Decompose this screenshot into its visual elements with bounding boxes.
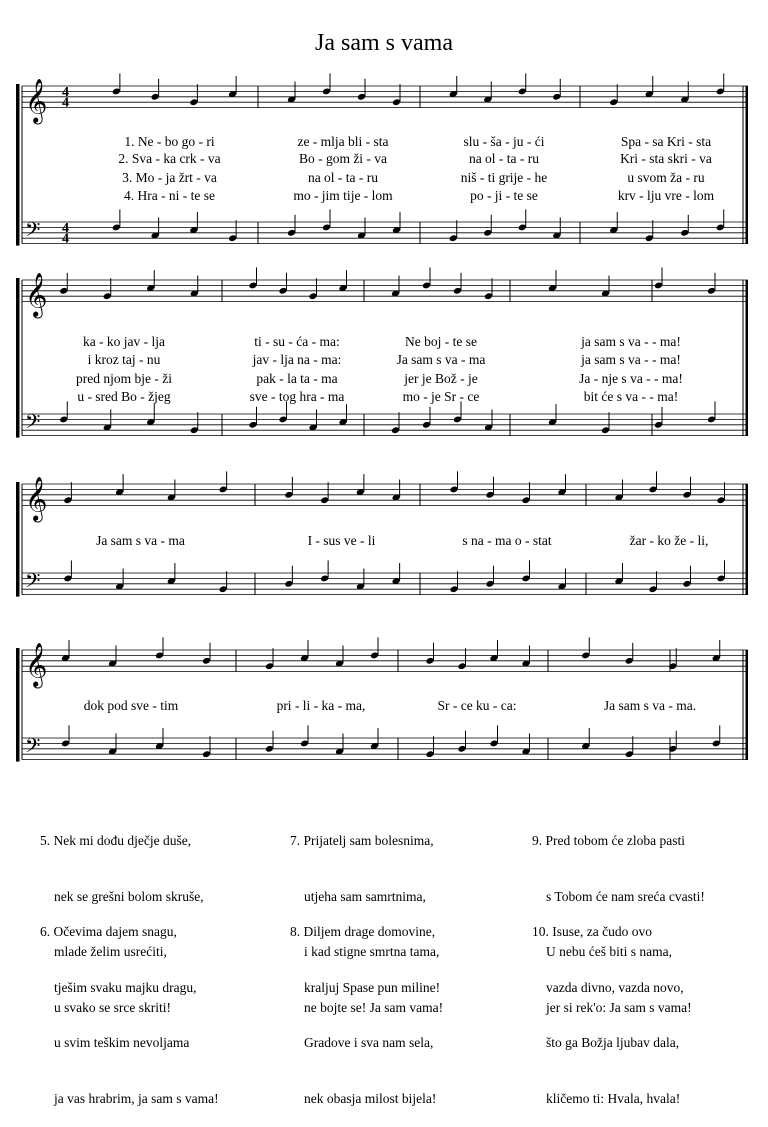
system-2 (16, 267, 748, 438)
verse-line: utjeha sam samrtnima, (304, 888, 426, 904)
lyric-syllables: sve - tog hra - ma (249, 389, 345, 404)
verse-line: u svim teškim nevoljama (54, 1035, 190, 1050)
lyric-syllables: na ol - ta - ru (468, 151, 540, 166)
verse-10 (532, 886, 684, 1127)
verse-line: tješim svaku majku dragu, (54, 979, 197, 995)
verse-line: ne bojte se! Ja sam vama! (304, 999, 444, 1015)
bass-clef: 𝄢 (25, 734, 41, 763)
lyric-syllables: žar - ko že - li, (629, 533, 709, 548)
verse-line: 5. Nek mi dođu dječje duše, (40, 833, 192, 848)
system-bracket (16, 278, 20, 438)
system-1 (16, 73, 748, 246)
verse-line: 6. Očevima dajem snagu, (40, 924, 177, 939)
verse-line: u svako se srce skriti! (54, 999, 171, 1015)
lyric-syllables: niš - ti grije - he (460, 170, 548, 185)
lyric-syllables: mo - jim tije - lom (293, 188, 393, 203)
verse-line: U nebu ćeš biti s nama, (546, 944, 672, 959)
hymn-title: Ja sam s vama (315, 30, 453, 56)
lyric-syllables: ja sam s va - - ma! (581, 334, 681, 349)
lyric-syllables: 4. Hra - ni - te se (123, 188, 216, 203)
final-barline-thick (746, 650, 749, 760)
treble-clef: 𝄞 (25, 272, 48, 317)
lyric-syllables: 2. Sva - ka crk - va (118, 151, 221, 166)
system-3 (16, 471, 748, 597)
verse-line: ja vas hrabrim, ja sam s vama! (54, 1090, 219, 1106)
lyric-syllables: jer je Bož - je (404, 371, 478, 386)
verse-line: Gradove i sva nam sela, (304, 1035, 434, 1050)
verse-line: nek se grešni bolom skruše, (54, 888, 204, 904)
lyric-syllables: na ol - ta - ru (307, 170, 379, 185)
verse-line: i kad stigne smrtna tama, (304, 944, 440, 959)
bass-clef: 𝄢 (25, 410, 41, 439)
lyric-syllables: mo - je Sr - ce (402, 389, 480, 404)
verse-line: mlade želim usrećiti, (54, 944, 167, 959)
lyric-syllables: pri - li - ka - ma, (276, 698, 366, 713)
final-barline-thick (746, 484, 749, 595)
lyric-syllables: krv - lju vre - lom (617, 188, 715, 203)
lyric-syllables: s na - ma o - stat (462, 533, 552, 548)
lyric-syllables: 3. Mo - ja žrt - va (122, 170, 217, 185)
verse-line: 10. Isuse, za čudo ovo (532, 924, 652, 939)
lyric-syllables: Sr - ce ku - ca: (437, 698, 517, 713)
lyric-syllables: i kroz taj - nu (87, 352, 161, 367)
lyric-syllables: ze - mlja bli - sta (297, 134, 389, 149)
verse-line: jer si rek'o: Ja sam s vama! (546, 999, 692, 1015)
lyric-syllables: u svom ža - ru (627, 170, 705, 185)
bass-clef: 𝄢 (25, 218, 41, 247)
lyric-syllables: Kri - sta skri - va (620, 151, 712, 166)
lyric-syllables: Ja sam s va - ma (96, 533, 185, 548)
treble-clef: 𝄞 (25, 476, 48, 521)
lyric-syllables: ti - su - ća - ma: (254, 334, 340, 349)
lyric-syllables: u - sred Bo - žjeg (77, 389, 171, 404)
lyric-syllables: Spa - sa Kri - sta (620, 134, 712, 149)
lyric-syllables: bit će s va - - ma! (583, 389, 679, 404)
lyric-syllables: ka - ko jav - lja (82, 334, 166, 349)
verse-line: kraljuj Spase pun miline! (304, 979, 441, 995)
verse-line: 7. Prijatelj sam bolesnima, (290, 833, 434, 848)
lyric-syllables: pak - la ta - ma (256, 371, 338, 386)
time-signature-bottom: 4 (62, 231, 69, 247)
verse-6 (40, 886, 219, 1127)
system-bracket (16, 648, 20, 762)
verse-line: s Tobom će nam sreća cvasti! (546, 888, 705, 904)
lyric-syllables: ja sam s va - - ma! (581, 352, 681, 367)
verse-line: vazda divno, vazda novo, (546, 979, 684, 995)
lyric-syllables: Bo - gom ži - va (298, 151, 388, 166)
system-bracket (16, 482, 20, 597)
time-signature-top: 4 (62, 84, 69, 100)
lyric-syllables: po - ji - te se (470, 188, 538, 203)
system-bracket (16, 84, 20, 246)
verse-line: kličemo ti: Hvala, hvala! (546, 1090, 681, 1106)
bass-clef: 𝄢 (25, 569, 41, 598)
final-barline-thick (746, 86, 749, 244)
system-4 (16, 637, 748, 762)
treble-clef: 𝄞 (25, 642, 48, 687)
verse-line: što ga Božja ljubav dala, (546, 1035, 680, 1050)
verse-line: 9. Pred tobom će zloba pasti (532, 833, 685, 848)
lyric-syllables: 1. Ne - bo go - ri (124, 134, 215, 149)
lyric-syllables: slu - ša - ju - ći (463, 134, 545, 149)
time-signature-bottom: 4 (62, 95, 69, 111)
time-signature-top: 4 (62, 220, 69, 236)
lyric-syllables: Ja sam s va - ma. (603, 698, 697, 713)
lyric-syllables: Ja - nje s va - - ma! (579, 371, 683, 386)
lyric-syllables: I - sus ve - li (307, 533, 376, 548)
final-barline-thick (746, 280, 749, 436)
verse-line: 8. Diljem drage domovine, (290, 924, 436, 939)
verse-line: nek obasja milost bijela! (304, 1090, 437, 1106)
lyric-syllables: Ja sam s va - ma (396, 352, 486, 367)
lyric-syllables: dok pod sve - tim (83, 698, 179, 713)
lyric-syllables: pred njom bje - ži (76, 371, 172, 386)
treble-clef: 𝄞 (25, 78, 48, 123)
lyric-syllables: jav - lja na - ma: (252, 352, 342, 367)
lyric-syllables: Ne boj - te se (405, 334, 477, 349)
verse-8 (290, 886, 440, 1127)
